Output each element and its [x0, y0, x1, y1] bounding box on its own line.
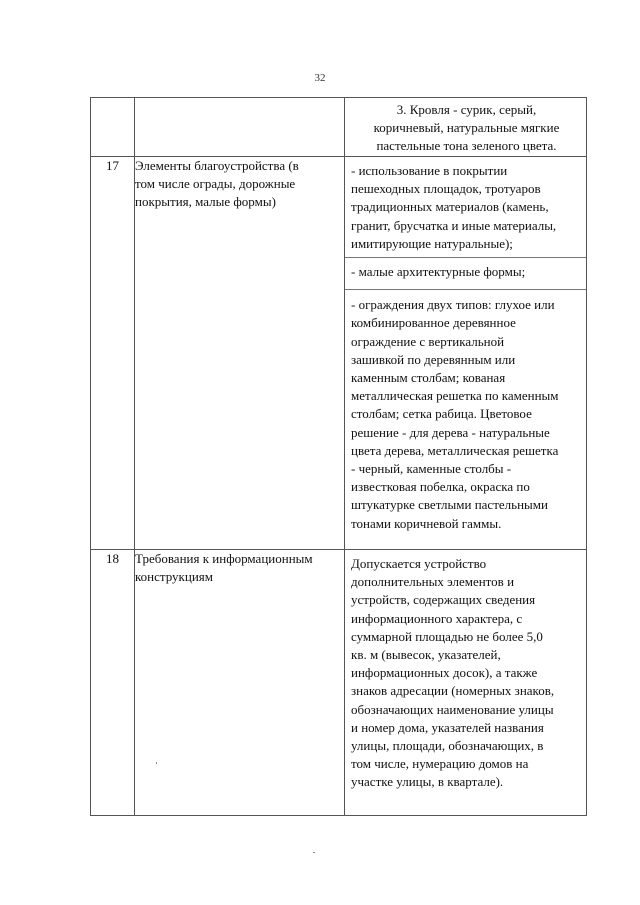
- row-number-cell: 18: [91, 550, 135, 816]
- table-row: [91, 157, 587, 550]
- scan-speck: [313, 852, 315, 853]
- row-name-cell: [135, 98, 345, 157]
- description-paragraph: - малые архитектурные формы;: [345, 257, 586, 289]
- description-paragraph: - использование в покрытии пешеходных площадок, тротуаров традиционных материалов (камень, гранит, брусчатка и иные материалы, имитирующие натуральные);: [351, 163, 557, 251]
- row-name-cell: Требования к информационным конструкциям: [135, 550, 345, 816]
- scan-speck: [156, 762, 157, 764]
- row-description-cell: [345, 98, 587, 157]
- description-paragraph: Допускается устройство дополнительных элементов и устройств, содержащих сведения информационного характера, с суммарной площадью не более 5,0 кв. м (вывесок, указателей, информационных досок), а также знаков адресации (номерных знаков, обозначающих наименование улицы и номер дома, указателей названия улицы, площади, обозначающих, в том числе, нумерацию домов на участке улицы, в квартале).: [351, 556, 555, 790]
- requirements-table: [90, 97, 587, 816]
- row-number-cell: 17: [91, 157, 135, 550]
- page-number: 32: [314, 72, 326, 84]
- row-description-cell: [345, 157, 587, 550]
- row-name-cell: Элементы благоустройства (в том числе ограды, дорожные покрытия, малые формы): [135, 157, 345, 550]
- description-paragraph: - ограждения двух типов: глухое или комбинированное деревянное ограждение с вертикальной зашивкой по деревянным или каменным столбам; кованая металлическая решетка по каменным столбам; сетка рабица. Цветовое решение - для дерева - натуральные цвета дерева, металлическая решетка - черный, каменные столбы - известковая побелка, окраска по штукатурке светлыми пастельными тонами коричневой гаммы.: [345, 289, 586, 533]
- row-number-cell: [91, 98, 135, 157]
- table-row: [91, 550, 587, 816]
- description-paragraph: 3. Кровля - сурик, серый, коричневый, натуральные мягкие пастельные тона зеленого цвета.: [373, 102, 560, 154]
- row-description-cell: [345, 550, 587, 816]
- table-row: [91, 98, 587, 157]
